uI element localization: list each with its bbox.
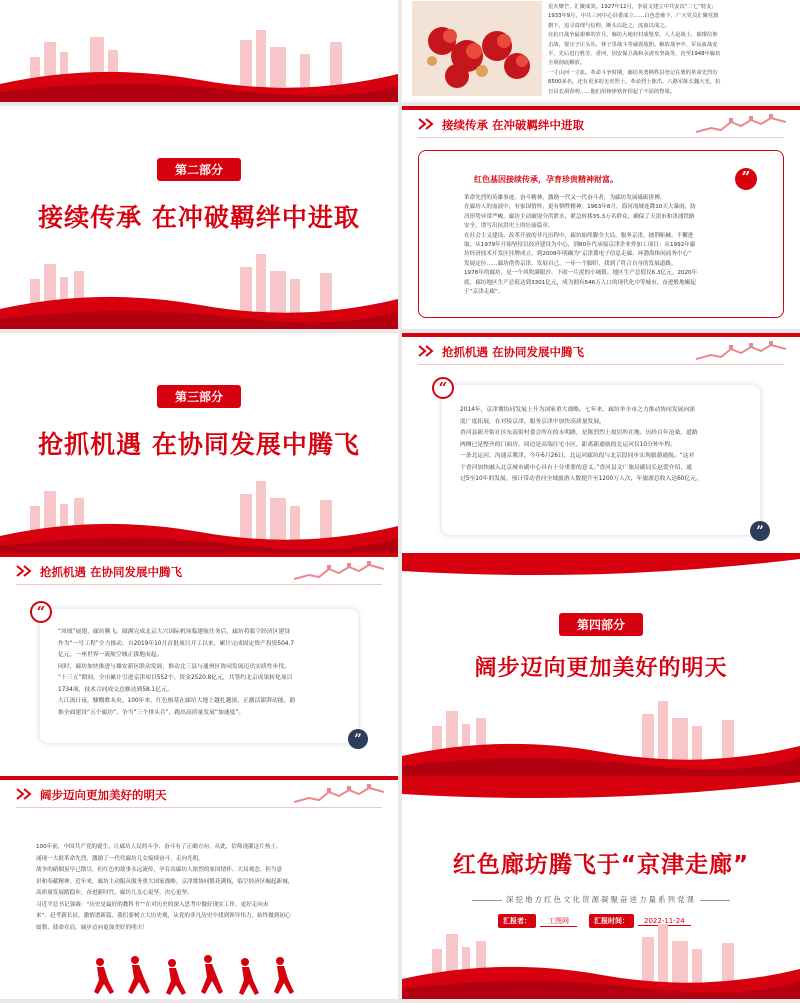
text-line: 平，先后进行胜芳、香河，固安保卫战和永清攻坚战等，直至1948年廊坊 [548,51,721,58]
header-divider [16,584,382,585]
text-line: 高质量发展踏稳步，奋进新时代，廊坊儿女心更坚、决心更坚。 [36,890,193,896]
red-flowers-photo [412,1,542,96]
text-line: 推全面建设“五个廊坊”、争当“三个排头兵”，跑出高质量发展“加速度”。 [58,709,245,716]
part-title: 抢抓机遇 在协同发展中腾飞 [38,430,360,459]
text-line: 发展定位……廊坊借势京津、发展自己，一步一个脚印，找到了符合自身的发展道路。 [464,260,677,267]
great-wall-decoration [696,112,786,138]
red-ribbon-decoration [402,776,800,816]
great-wall-decoration [294,782,384,808]
content-paragraph [460,405,750,486]
text-line: 安全，谱写出抗洪史上的壮丽篇章。 [464,223,554,230]
slide-header-title: 接续传承 在冲破羁绊中进取 [442,118,585,132]
great-wall-decoration [696,339,786,365]
slide-content-three[interactable] [402,333,800,556]
text-line: 在廊坊人的血液中，有家国情怀，更有牺牲精神。1963年8月，海河流域连降10天大暴雨，防 [464,204,696,211]
slide-header-title: 抢抓机遇 在协同发展中腾飞 [442,345,585,359]
part-badge: 第三部分 [157,385,241,408]
text-line: 作为“一号工程”全力推动，自2019年10月首批项目开工以来，累计完成固定资产投资504.7 [58,640,295,647]
slide-part-four[interactable] [402,553,800,776]
header-divider [16,807,382,808]
header-divider [418,137,784,138]
reporter-label: 汇报者： [498,914,536,928]
cover-title: 红色廊坊腾飞于“京津走廊” [452,852,750,878]
text-line: 过5至10年的发展，预计带动香河全域旅游人数提升至1200万人次，年旅游总收入达60亿元。 [460,476,702,482]
text-line: 在社会主义建设、改革开放的非凡历程中，廊坊始终脚全大局、服务京津，披荆斩棘、不懈进 [464,232,694,239]
header-bar [402,333,800,337]
text-line: 1978年的廊坊，是一个风吹满眼沙、下雨一片泥的小城镇。地区生产总值仅6.3亿元。2020年 [464,270,698,277]
part-title: 接续传承 在冲破羁绊中进取 [38,203,360,232]
text-line: 2014年，京津冀协同发展上升为国家重大战略。七年来，廊坊举全市之力推动协同发展向深 [460,407,696,413]
close-quote-icon: ” [348,729,368,749]
city-skyline-decoration [402,696,800,776]
slide-part-three[interactable] [0,333,398,556]
history-paragraph [548,3,794,97]
header-bar [402,106,800,110]
text-line: 汛形势异常严峻，廊坊主动破堤分洪泄水，紧急转移35.3万名群众，确保了天津市和津浦铁路 [464,213,695,220]
part-badge: 第四部分 [559,613,643,636]
text-line: 战争的硝烟虽早已散尽，但红色的故事永远流传，孕育出廊坊人浓烈的家国情怀、大局观念、担当意 [36,867,283,873]
slide-cut-top-right[interactable] [402,0,800,102]
slide-content-two[interactable] [402,106,800,329]
text-line: 全境彻底解放。 [548,60,586,67]
close-quote-icon: ” [750,521,770,541]
quote-icon: ” [735,168,757,190]
red-ribbon-decoration [402,553,800,593]
cover-subtitle: 深挖地方红色文化资源凝聚奋进力量系列党课 [506,895,696,904]
text-line: 1734项，技术合同成交总额达到58.1亿元。 [58,686,173,693]
text-line: 亿元，一座世界一流航空城正拔地而起。 [58,652,163,658]
header-divider [418,364,784,365]
reporter-name: 工图网 [540,916,577,927]
text-line: 于香河加快融入北京城市副中心具有十分重要的意义。”香河县文广旅局副局长赵爱介绍，通 [460,464,692,471]
text-line: 旗下，追寻真理与信仰，断头以赴之，流血以成之。 [548,22,670,29]
text-line: 同时，廊坊加快推进与雄安新区联动发展，推动北三县与通州区协同发展迈出实质性步伐。 [58,663,290,670]
text-line: 香河县新开街社区东南街村委会所在的永明路，是陈烈烈士故居所在地。历经百年沧桑，道路 [460,430,698,436]
running-people-silhouette [80,954,320,999]
text-line: 日县长胡春明……他们用铮铮铁骨捍起了不屈的脊梁。 [548,88,676,95]
card-subtitle: 红色基因接续传承，孕育珍贵精神财富。 [474,175,618,184]
text-line: 坊经济技术开发区挂牌成立，到2008年明确为“京津冀电子信息走廊、环渤海休闲商务中心” [464,251,692,258]
text-line: 一寸山河一寸血。革命斗争时期，廊坊英勇牺牲县登记在册的革命先烈有 [548,69,718,76]
slide-header-title: 抢抓机遇 在协同发展中腾飞 [40,565,183,579]
header-bar [0,776,398,780]
cover-subtitle-row [402,894,800,905]
text-line: 击战，要庄子庄头丛、林子里战斗等威震敌胆。解放战争中，军民血战安 [548,41,718,48]
chevron-right-icon [418,118,436,130]
chevron-right-icon [418,345,436,357]
slide-header-title: 阔步迈向更加美好的明天 [40,788,167,802]
text-line: “凤凰”展翅，廊坊腾飞。圆满完成北京大兴国际机场临建航任务后，廊坊将临空经济区建设 [58,629,291,635]
open-quote-icon: “ [432,377,454,399]
text-line: 如磐、使命在肩，阔步迈向更加美好的明天！ [36,924,148,931]
slide-title-cover[interactable] [402,776,800,999]
slide-content-four[interactable] [0,776,398,999]
text-line: 8500多名，还有更多的无名烈士。革命烈士陈爪、八路军陈长魏大光、抗 [548,79,721,86]
part-title: 阔步迈向更加美好的明天 [474,656,728,681]
part-badge: 第二部分 [157,158,241,181]
text-line: 革命先烈的英雄事迹、奋斗精神，激励一代又一代奋斗者，为廊坊发展砥砺拼搏。 [464,195,666,201]
text-line: 涌现一大批革命先烈，激励了一代代廊坊儿女接续奋斗，走向光明。 [36,855,204,862]
slide-part-two[interactable] [0,106,398,329]
text-line: 一条北运河，沟通京冀津。今年6月26日，北运河廊坊段与北京段同步实现旅游通航。“这对 [460,453,695,459]
time-label: 汇报时间： [589,914,634,928]
city-skyline-decoration [0,476,398,556]
text-line: 星火燎芒，汇聚成炎。1927年12月，李晨文建立中共安次“二七”特支； [548,4,717,10]
city-skyline-decoration [402,919,800,999]
chevron-right-icon [16,788,34,800]
city-skyline-decoration [0,249,398,329]
text-line: 于“京津走廊”。 [464,289,504,296]
text-line: 在抗日战争最艰难的岁月，廊坊大地村村成堡垒、人人是战士，璀璨信仰 [548,32,718,39]
text-line: 来”。赶考新长征，激情谱新篇。我们要树立大历史观，从党的非凡历史中找到领导伟力，始终做到初心 [36,913,291,919]
content-paragraph [464,194,764,297]
text-line: 识和奉献精神。近年来，廊坊主动服从服务重大国家战略，京津冀协同繁花满枝，临空经济区崛起新城， [36,878,294,885]
content-paragraph [36,842,366,934]
header-bar [0,553,398,557]
text-line: 100年前，中国共产党的诞生，让廊坊人民的斗争、奋斗有了正确方向。从此，信仰浇灌这片热土， [36,844,282,850]
text-line: 习近平总书记强调：“历史是最好的教科书”“在对历史的深入思考中做好现实工作、更好走向未 [36,901,269,908]
report-date: 2022-11-24 [638,917,691,926]
slide-cut-top-left[interactable] [0,0,398,102]
open-quote-icon: “ [30,601,52,623]
text-line: “十三五”期间，全市累计引进京津项目552个、资金2520.8亿元，共签约北京成果转化项目 [58,675,293,681]
city-skyline-decoration [0,22,398,102]
text-line: 两侧已是整齐的门面房，周边是高端住宅小区，距离新通航的北运河仅10分钟车程。 [460,441,677,448]
text-line: 大江流日夜，慷慨歌未央。100年来，红色根基在廊坊大地上越扎越深，正激活澎湃动能，助 [58,698,296,704]
text-line: 取。从1979年开始坚持以经济建设为中心，到80年代承接京津企业外加工项目；从1992年廊 [464,242,696,249]
text-line: 度广度拓展，在对接京津、服务京津中加快高质量发展。 [460,418,605,425]
great-wall-decoration [294,559,384,585]
slide-content-three-b[interactable] [0,553,398,776]
text-line: 1933年9月，中共三河中心县委成立……白色恐怖下，广大党员汇聚党旗 [548,13,719,20]
text-line: 底，廊坊地区生产总值达到3301亿元，成为拥有546万人口的现代化中等城市，奋进般地崛起 [464,279,696,286]
chevron-right-icon [16,565,34,577]
content-paragraph [58,627,348,719]
